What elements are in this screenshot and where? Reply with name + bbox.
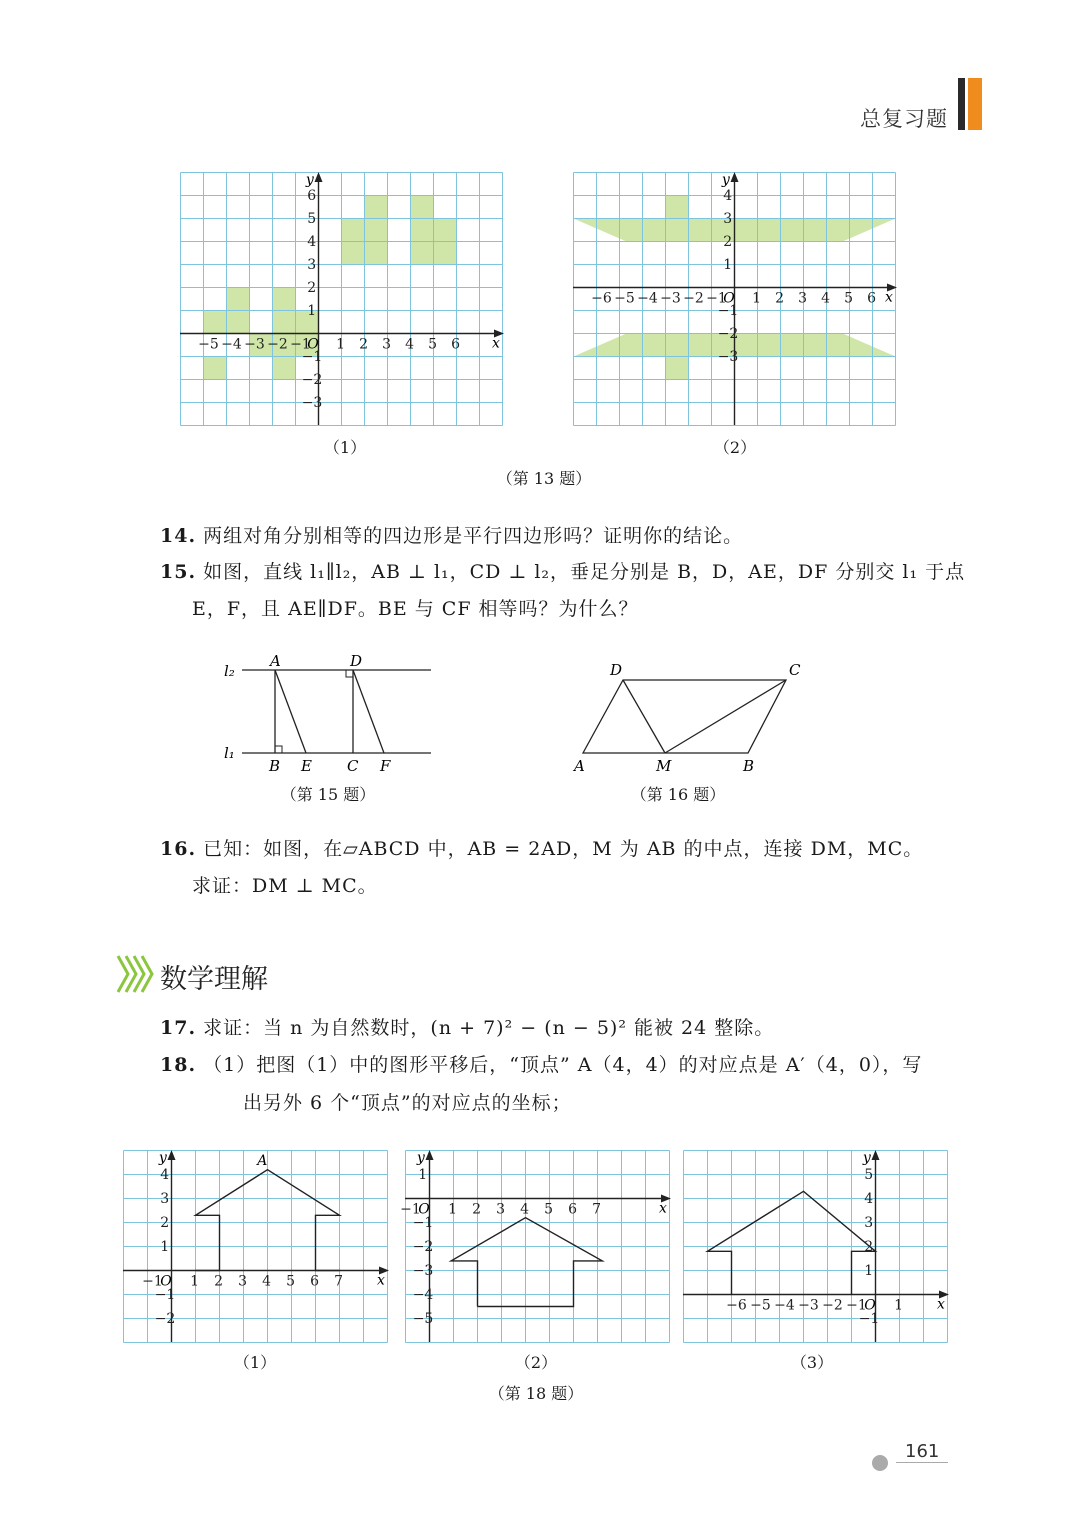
fig18b-xtick: 7 (592, 1201, 602, 1218)
question-15-line-2: E，F，且 AE∥DF。BE 与 CF 相等吗？为什么？ (192, 598, 639, 620)
label-B: B (269, 757, 281, 775)
fig13b-ytick: −2 (717, 325, 739, 342)
fig18a-xtick: 4 (262, 1273, 272, 1290)
fig13b-xtick: −2 (683, 290, 704, 307)
fig13b-xtick: −5 (614, 290, 635, 307)
fig13a-ytick: 5 (307, 210, 317, 227)
page-number: 161 (905, 1441, 940, 1462)
question-14-text: 两组对角分别相等的四边形是平行四边形吗？证明你的结论。 (203, 525, 744, 547)
fig18a-xtick: 5 (286, 1273, 296, 1290)
label-l1: l₁ (224, 744, 235, 762)
fig18a-xtick: 3 (238, 1273, 248, 1290)
page-rule (896, 1462, 948, 1463)
question-16-line-2: 求证：DM ⊥ MC。 (192, 875, 378, 897)
fig13a-ytick: −1 (301, 348, 323, 365)
fig18c-ytick: 4 (864, 1190, 874, 1207)
page-dot-icon (872, 1455, 888, 1471)
fig18a-vertex-label: A (257, 1153, 268, 1170)
fig18c-ytick: 2 (864, 1238, 874, 1255)
fig18b-ytick: −1 (412, 1214, 434, 1231)
fig18a-xtick: −1 (142, 1273, 163, 1290)
fig18c-ytick: 1 (864, 1262, 874, 1279)
question-16 (160, 831, 923, 867)
label-A: A (574, 757, 585, 775)
fig18a-y-label: y (158, 1150, 167, 1166)
fig13a-ytick: −3 (301, 394, 323, 411)
question-18-number: 18. (160, 1054, 197, 1076)
fig13b-x-label: x (885, 289, 893, 306)
fig13a-y-label: y (305, 172, 314, 188)
fig13a-origin: O (307, 336, 319, 353)
fig18a-ytick: 3 (160, 1190, 170, 1207)
fig18b-x-label: x (659, 1200, 667, 1217)
fig18a-xtick: 2 (214, 1273, 224, 1290)
fig13b-xtick: 1 (752, 290, 762, 307)
fig13a-xtick: 4 (405, 336, 415, 353)
label-C: C (347, 757, 359, 775)
fig15-diagram (220, 650, 440, 780)
fig13a-xtick: −2 (267, 336, 288, 353)
fig13-caption: （第 13 题） (496, 469, 592, 488)
label-l2: l₂ (224, 662, 235, 680)
fig18c-xtick: 1 (894, 1297, 904, 1314)
fig13a-xtick: 1 (336, 336, 346, 353)
fig18b-y-label: y (416, 1150, 425, 1166)
fig13a-shape-1 (204, 311, 227, 334)
section-title: 数学理解 (160, 964, 268, 995)
fig13b-ytick: 4 (723, 187, 733, 204)
fig18b-ytick: −2 (412, 1238, 434, 1255)
fig18b-ytick: −4 (412, 1286, 434, 1303)
fig16-caption: （第 16 题） (630, 785, 726, 804)
fig18-caption-3: （3） (790, 1353, 834, 1372)
fig18b-ytick: −3 (412, 1262, 434, 1279)
fig13a-xtick: 5 (428, 336, 438, 353)
fig18a-origin: O (160, 1273, 172, 1290)
fig13b-origin: O (723, 290, 735, 307)
question-18 (160, 1047, 922, 1083)
fig13b-y-label: y (721, 172, 730, 188)
fig18a-xtick: 6 (310, 1273, 320, 1290)
question-15-line-1: 如图，直线 l₁∥l₂，AB ⊥ l₁，CD ⊥ l₂，垂足分别是 B，D，AE，DF 分别交 l₁ 于点 (203, 561, 966, 583)
fig13a-xtick: 3 (382, 336, 392, 353)
question-15 (160, 554, 965, 590)
question-15-number: 15. (160, 561, 197, 583)
fig13b-xtick: −3 (660, 290, 681, 307)
fig13-caption-1: （1） (323, 438, 367, 457)
fig13a-xtick: 2 (359, 336, 369, 353)
chapter-header-title: 总复习题 (860, 107, 948, 131)
fig18-caption-1: （1） (233, 1353, 277, 1372)
fig13b-ytick: 2 (723, 233, 733, 250)
fig18c-xtick: −1 (846, 1297, 867, 1314)
fig13b-ytick: 1 (723, 256, 733, 273)
fig18c-ytick: 3 (864, 1214, 874, 1231)
fig18a-ytick: −1 (154, 1286, 176, 1303)
fig18c-origin: O (864, 1297, 876, 1314)
fig18b-xtick: 2 (472, 1201, 482, 1218)
question-17-text: 求证：当 n 为自然数时，(n + 7)² − (n − 5)² 能被 24 整除。 (203, 1017, 775, 1039)
header-bar-orange (968, 78, 982, 130)
fig13a-xtick: 6 (451, 336, 461, 353)
fig18b-xtick: 6 (568, 1201, 578, 1218)
fig18c-ytick: −1 (858, 1310, 880, 1327)
fig13b-xtick: 2 (775, 290, 785, 307)
fig18a-y-arrow-icon (168, 1150, 176, 1160)
question-14 (160, 518, 743, 554)
fig13-grid-1 (180, 172, 505, 428)
fig13-grid-2 (573, 172, 898, 428)
fig18c-xtick: −2 (822, 1297, 843, 1314)
fig13a-x-label: x (492, 335, 500, 352)
fig18a-ytick: 2 (160, 1214, 170, 1231)
fig13-caption-2: （2） (713, 438, 757, 457)
fig18b-xtick: 5 (544, 1201, 554, 1218)
fig13b-xtick: −6 (591, 290, 612, 307)
label-D: D (610, 661, 623, 679)
fig13a-xtick: −3 (244, 336, 265, 353)
label-C: C (789, 661, 801, 679)
fig18a-ytick: −2 (154, 1310, 176, 1327)
fig18b-y-arrow-icon (426, 1150, 434, 1160)
fig18c-y-arrow-icon (872, 1150, 880, 1160)
fig13b-xtick: −4 (637, 290, 658, 307)
question-17 (160, 1010, 774, 1046)
label-D: D (350, 652, 363, 670)
label-B: B (743, 757, 755, 775)
fig18c-ytick: 5 (864, 1166, 874, 1183)
fig13b-xtick: −1 (706, 290, 727, 307)
question-16-number: 16. (160, 838, 197, 860)
fig13a-ytick: −2 (301, 371, 323, 388)
fig18b-ytick: −5 (412, 1310, 434, 1327)
fig13a-ytick: 4 (307, 233, 317, 250)
fig13b-ytick: −3 (717, 348, 739, 365)
label-E: E (301, 757, 312, 775)
question-18-line-1: （1）把图（1）中的图形平移后，“顶点” A（4，4）的对应点是 A′（4，0），写 (203, 1054, 923, 1076)
fig13a-ytick: 2 (307, 279, 317, 296)
fig18-caption: （第 18 题） (488, 1384, 584, 1403)
fig18a-ytick: 1 (160, 1238, 170, 1255)
question-16-line-1: 已知：如图，在▱ABCD 中，AB = 2AD，M 为 AB 的中点，连接 DM，MC。 (203, 838, 924, 860)
fig18a-xtick: 7 (334, 1273, 344, 1290)
fig18c-xtick: −6 (726, 1297, 747, 1314)
question-17-number: 17. (160, 1017, 197, 1039)
fig18b-xtick: −1 (400, 1201, 421, 1218)
fig18c-y-label: y (862, 1150, 871, 1166)
label-F: F (380, 757, 391, 775)
fig18a-xtick: 1 (190, 1273, 200, 1290)
fig16-diagram (568, 655, 813, 775)
fig18b-origin: O (418, 1201, 430, 1218)
label-M: M (656, 757, 672, 775)
fig18c-outline-0 (708, 1191, 876, 1294)
question-18-line-2: 出另外 6 个“顶点”的对应点的坐标； (243, 1092, 572, 1114)
fig13b-y-arrow-icon (731, 172, 739, 182)
fig13a-ytick: 3 (307, 256, 317, 273)
fig13a-y-arrow-icon (315, 172, 323, 182)
question-14-number: 14. (160, 525, 197, 547)
fig15-caption: （第 15 题） (280, 785, 376, 804)
fig18c-xtick: −4 (774, 1297, 795, 1314)
fig18b-xtick: 1 (448, 1201, 458, 1218)
fig18-grid-2 (400, 1150, 669, 1342)
fig18c-xtick: −5 (750, 1297, 771, 1314)
fig13b-xtick: 5 (844, 290, 854, 307)
fig18-grid-1 (123, 1150, 387, 1342)
fig18b-ytick: 1 (418, 1166, 428, 1183)
fig13b-xtick: 4 (821, 290, 831, 307)
fig18-caption-2: （2） (514, 1353, 558, 1372)
fig18c-xtick: −3 (798, 1297, 819, 1314)
fig18a-ytick: 4 (160, 1166, 170, 1183)
fig18b-xtick: 3 (496, 1201, 506, 1218)
header-bar-dark (958, 78, 965, 130)
fig13a-xtick: −5 (198, 336, 219, 353)
fig13a-xtick: −1 (290, 336, 311, 353)
fig18b-outline-0 (451, 1218, 602, 1307)
fig13b-ytick: 3 (723, 210, 733, 227)
fig18b-xtick: 4 (520, 1201, 530, 1218)
fig18c-x-label: x (937, 1296, 945, 1313)
fig13b-xtick: 6 (867, 290, 877, 307)
fig13a-shape-6 (434, 242, 457, 265)
fig13b-xtick: 3 (798, 290, 808, 307)
fig13a-xtick: −4 (221, 336, 242, 353)
label-A: A (270, 652, 281, 670)
fig18-grid-3 (683, 1150, 947, 1342)
fig13b-ytick: −1 (717, 302, 739, 319)
fig13a-ytick: 6 (307, 187, 317, 204)
fig18a-x-label: x (377, 1272, 385, 1289)
fig13a-ytick: 1 (307, 302, 317, 319)
section-chevron-icon (116, 954, 160, 994)
